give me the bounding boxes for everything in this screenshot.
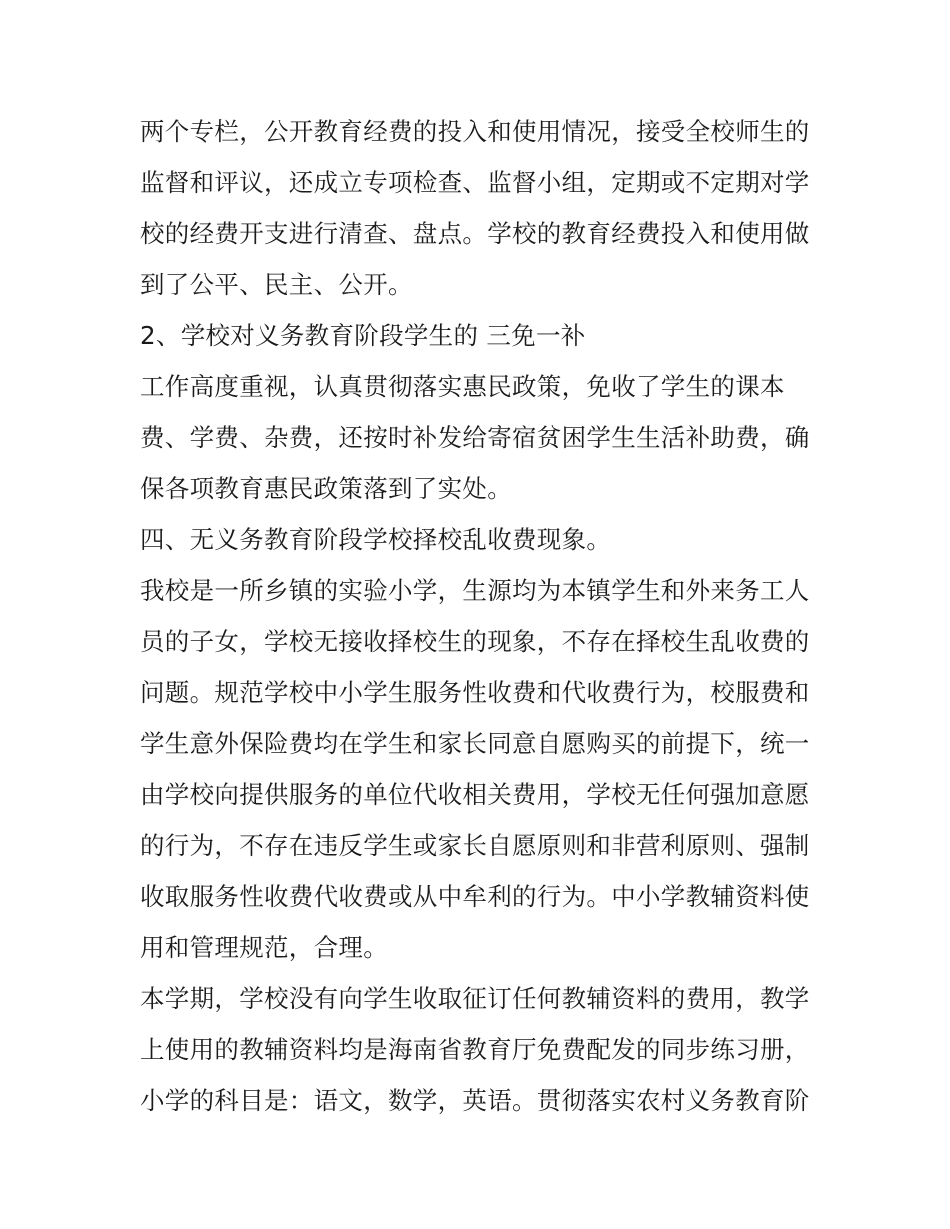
text-line: 的行为，不存在违反学生或家长自愿原则和非营利原则、强制 xyxy=(140,831,810,860)
text-line: 员的子女，学校无接收择校生的现象，不存在择校生乱收费的 xyxy=(140,627,810,656)
text-line: 校的经费开支进行清查、盘点。学校的教育经费投入和使用做 xyxy=(140,219,810,248)
text-line: 由学校向提供服务的单位代收相关费用，学校无任何强加意愿 xyxy=(140,780,810,809)
document-body xyxy=(140,106,820,1126)
text-line: 问题。规范学校中小学生服务性收费和代收费行为，校服费和 xyxy=(140,678,810,707)
text-line: 费、学费、杂费，还按时补发给寄宿贫困学生生活补助费，确 xyxy=(140,423,810,452)
text-line: 我校是一所乡镇的实验小学，生源均为本镇学生和外来务工人 xyxy=(140,576,810,605)
text-line: 两个专栏，公开教育经费的投入和使用情况，接受全校师生的 xyxy=(140,117,810,146)
text-line: 上使用的教辅资料均是海南省教育厅免费配发的同步练习册， xyxy=(140,1035,810,1064)
text-line: 到了公平、民主、公开。 xyxy=(140,270,413,299)
text-line: 学生意外保险费均在学生和家长同意自愿购买的前提下，统一 xyxy=(140,729,810,758)
text-line: 本学期，学校没有向学生收取征订任何教辅资料的费用，教学 xyxy=(140,984,810,1013)
text-line: 用和管理规范，合理。 xyxy=(140,933,388,962)
text-line: 监督和评议，还成立专项检查、监督小组，定期或不定期对学 xyxy=(140,168,810,197)
text-line: 保各项教育惠民政策落到了实处。 xyxy=(140,474,512,503)
text-line: 小学的科目是：语文，数学，英语。贯彻落实农村义务教育阶 xyxy=(140,1086,810,1115)
section-heading: 2、学校对义务教育阶段学生的 三免一补 xyxy=(140,321,586,350)
text-line: 收取服务性收费代收费或从中牟利的行为。中小学教辅资料使 xyxy=(140,882,810,911)
section-heading: 四、无义务教育阶段学校择校乱收费现象。 xyxy=(140,525,612,554)
text-line: 工作高度重视，认真贯彻落实惠民政策，免收了学生的课本 xyxy=(140,372,785,401)
